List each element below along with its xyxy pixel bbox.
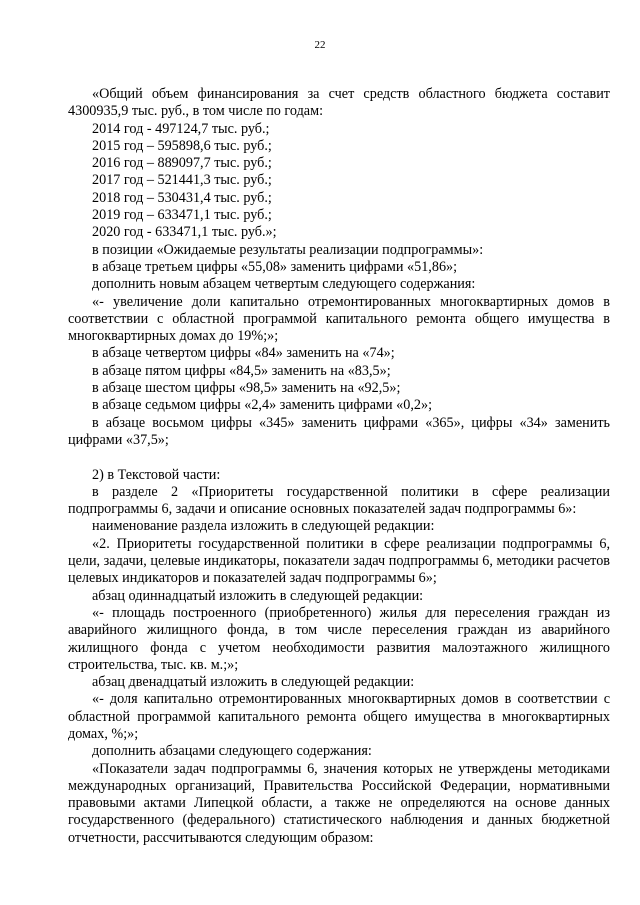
paragraph: наименование раздела изложить в следующей редакции: [92, 518, 435, 535]
paragraph: 2019 год – 633471,1 тыс. руб.; [92, 207, 272, 224]
paragraph: «Общий объем финансирования за счет средств областного бюджета составит 4300935,9 тыс. руб., в том числе по годам: [68, 86, 610, 120]
paragraph: абзац одиннадцатый изложить в следующей редакции: [92, 587, 424, 604]
paragraph: в позиции «Ожидаемые результаты реализации подпрограммы»: [92, 241, 484, 258]
paragraph: в разделе 2 «Приоритеты государственной политики в сфере реализации подпрограммы 6, задачи и описание основных показателей задач подпрограммы 6»: [68, 483, 610, 518]
paragraph: 2017 год – 521441,3 тыс. руб.; [92, 172, 272, 189]
paragraph: в абзаце третьем цифры «55,08» заменить цифрами «51,86»; [92, 258, 458, 275]
blank-line [68, 449, 610, 466]
page-number: 22 [314, 39, 326, 51]
paragraph: 2015 год – 595898,6 тыс. руб.; [92, 137, 272, 154]
paragraph: «- доля капитально отремонтированных многоквартирных домов в соответствии с областной программой капитального ремонта общего имущества в многоквартирных домах, %;»; [68, 691, 610, 742]
paragraph: в абзаце четвертом цифры «84» заменить на «74»; [92, 345, 395, 362]
paragraph: 2020 год - 633471,1 тыс. руб.»; [92, 224, 277, 241]
paragraph: в абзаце восьмом цифры «345» заменить цифрами «365», цифры «34» заменить цифрами «37,5»; [68, 414, 610, 448]
paragraph: абзац двенадцатый изложить в следующей редакции: [92, 674, 415, 691]
paragraph: 2018 год – 530431,4 тыс. руб.; [92, 189, 272, 206]
paragraph: в абзаце пятом цифры «84,5» заменить на «83,5»; [92, 362, 391, 379]
paragraph: дополнить абзацами следующего содержания: [92, 743, 372, 760]
paragraph: 2) в Текстовой части: [92, 466, 221, 483]
paragraph: «Показатели задач подпрограммы 6, значения которых не утверждены методиками международных организаций, Правительства Российской Федерации, нормативными правовыми актами Липецкой области, а также не определяются на основе данных государственного (федерального) статистического наблюдения и данных бюджетной отчетности, рассчитываются следующим образом: [68, 760, 610, 846]
paragraph: в абзаце шестом цифры «98,5» заменить на «92,5»; [92, 380, 401, 397]
paragraph: дополнить новым абзацем четвертым следующего содержания: [92, 276, 476, 293]
paragraph: «- площадь построенного (приобретенного) жилья для переселения граждан из аварийного жилищного фонда, в том числе переселения граждан из аварийного жилищного фонда с учетом необходимости развития малоэтажного жилищного строительства, тыс. кв. м.;»; [68, 604, 610, 673]
paragraph: 2016 год – 889097,7 тыс. руб.; [92, 155, 272, 172]
paragraph: «- увеличение доли капитально отремонтированных многоквартирных домов в соответствии с областной программой капитального ремонта общего имущества в многоквартирных домах до 19%;»; [68, 293, 610, 345]
paragraph: в абзаце седьмом цифры «2,4» заменить цифрами «0,2»; [92, 397, 433, 414]
paragraph: 2014 год - 497124,7 тыс. руб.; [92, 120, 270, 137]
paragraph: «2. Приоритеты государственной политики в сфере реализации подпрограммы 6, цели, задачи, целевые индикаторы, показатели задач подпрограммы 6, методики расчетов целевых индикаторов и показателей задач подпрограммы 6»; [68, 535, 610, 587]
document-body [68, 86, 610, 847]
